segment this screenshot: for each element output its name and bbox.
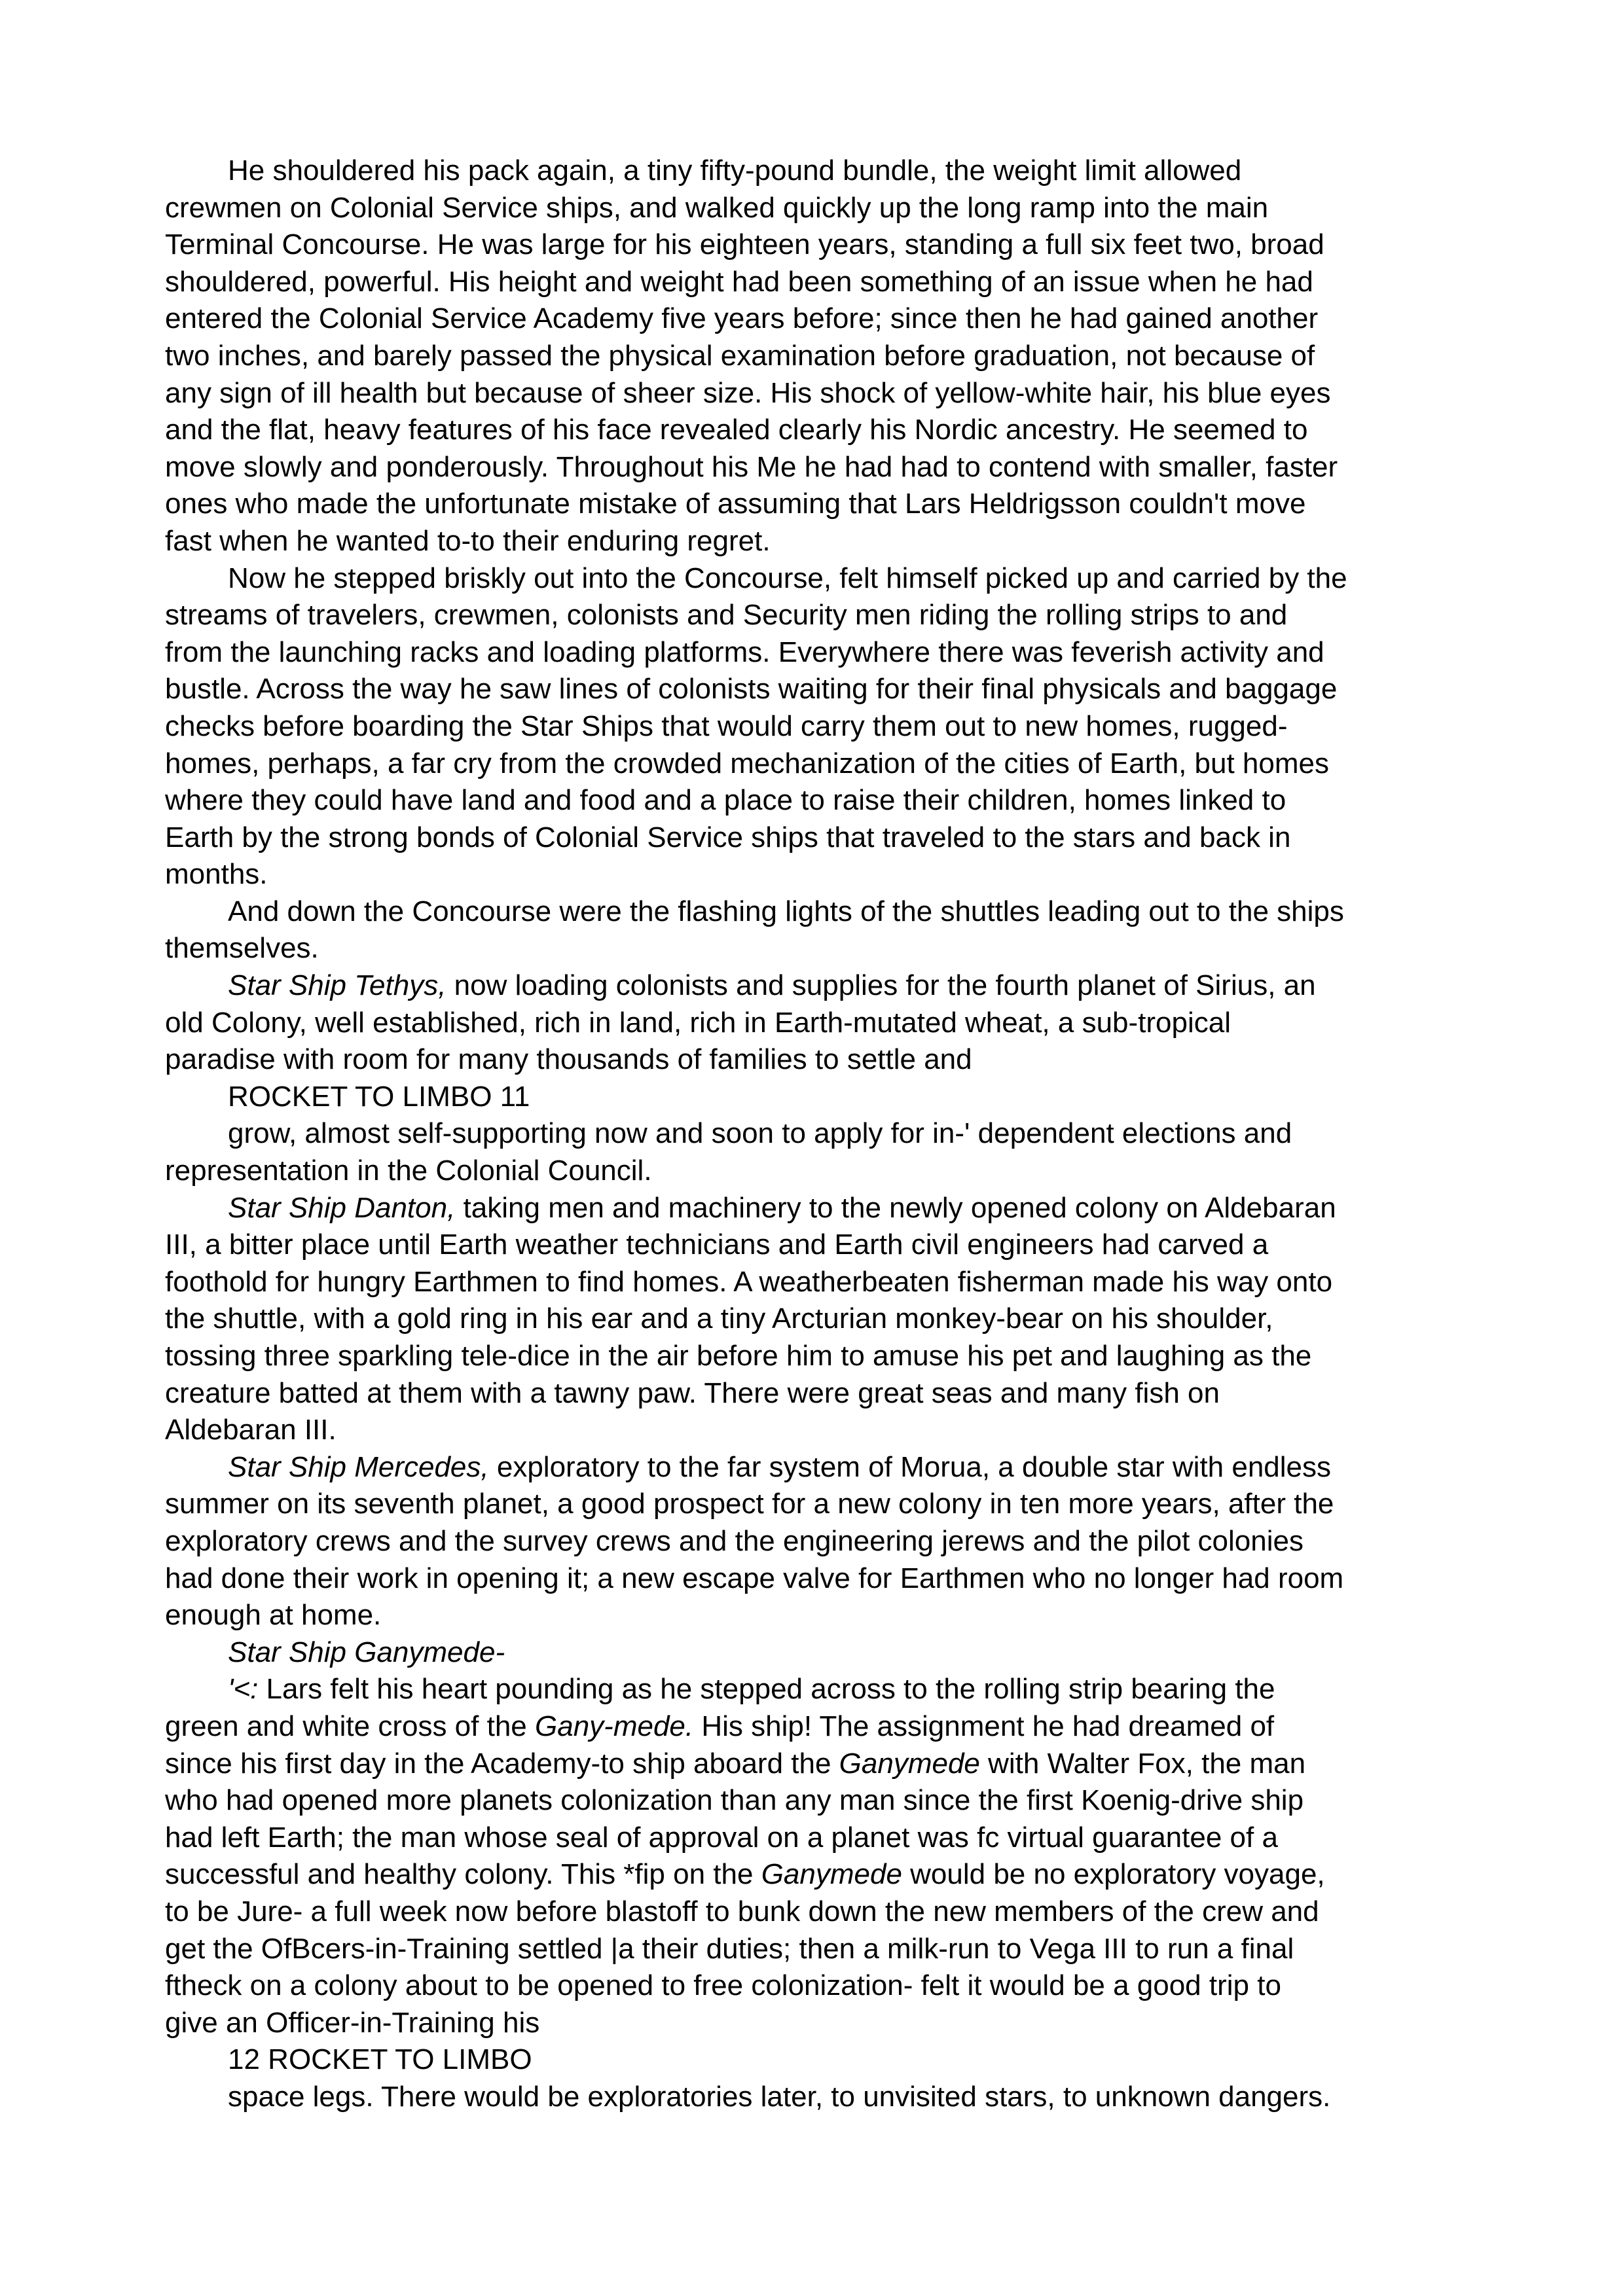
text-line [165,597,1527,634]
text-segment: where they could have land and food and a place to raise their children, homes linked to [165,784,1286,817]
text-segment: months. [165,858,268,891]
text-line [165,1486,1527,1523]
text-line [165,1856,1527,1893]
text-segment: had left Earth; the man whose seal of approval on a planet was fc virtual guarantee of a [165,1821,1278,1854]
text-line [165,819,1527,857]
text-segment: space legs. There would be exploratories later, to unvisited stars, to unknown dangers. [228,2080,1331,2113]
italic-text-segment: Ganymede [839,1747,980,1780]
text-line [165,930,1527,967]
text-line [165,1782,1527,1820]
text-segment: old Colony, well established, rich in land, rich in Earth-mutated wheat, a sub-tropical [165,1006,1231,1039]
text-line [165,671,1527,708]
text-segment: and the flat, heavy features of his face revealed clearly his Nordic ancestry. He seemed to [165,414,1308,446]
page-text-block [165,152,1527,2115]
text-segment: ftheck on a colony about to be opened to free colonization- felt it would be a good trip to [165,1969,1281,2002]
text-line [165,1967,1527,2005]
text-line [165,300,1527,338]
text-segment: Earth by the strong bonds of Colonial Service ships that traveled to the stars and back in [165,821,1291,853]
text-segment: representation in the Colonial Council. [165,1155,652,1187]
text-segment: the shuttle, with a gold ring in his ear and a tiny Arcturian monkey-bear on his shoulder, [165,1302,1273,1335]
text-segment: streams of travelers, crewmen, colonists and Security men riding the rolling strips to and [165,599,1288,632]
text-line [165,486,1527,523]
text-line [165,2079,1527,2116]
text-line [165,708,1527,745]
text-segment: with Walter Fox, the man [979,1747,1306,1780]
text-segment: homes, perhaps, a far cry from the crowded mechanization of the cities of Earth, but homes [165,747,1329,780]
text-line [165,893,1527,931]
text-line [165,1300,1527,1338]
italic-text-segment: '<: [228,1673,259,1706]
text-segment: shouldered, powerful. His height and weight had been something of an issue when he had [165,265,1313,298]
text-segment: Aldebaran III. [165,1414,337,1446]
text-segment: successful and healthy colony. This *fip on the [165,1858,761,1891]
text-segment: checks before boarding the Star Ships that would carry them out to new homes, rugged- [165,709,1288,742]
text-segment: III, a bitter place until Earth weather technicians and Earth civil engineers had carved a [165,1229,1269,1261]
running-head-line [165,2041,1527,2079]
text-line [165,264,1527,301]
text-line [165,1227,1527,1264]
text-segment: Lars felt his heart pounding as he stepped across to the rolling strip bearing the [258,1673,1275,1706]
italic-text-segment: Gany-mede. [535,1710,694,1742]
text-segment: summer on its seventh planet, a good prospect for a new colony in ten more years, after the [165,1488,1334,1520]
text-segment: green and white cross of the [165,1710,535,1742]
italic-text-segment: Star Ship Tethys, [228,969,447,1002]
text-line [165,1931,1527,1968]
italic-text-segment: Star Ship Mercedes, [228,1450,489,1483]
text-segment: exploratory crews and the survey crews and the engineering jerews and the pilot colonies [165,1524,1304,1557]
text-segment: two inches, and barely passed the physical examination before graduation, not because of [165,339,1315,372]
text-line [165,523,1527,560]
text-segment: He shouldered his pack again, a tiny fifty-pound bundle, the weight limit allowed [228,154,1242,187]
text-line [165,1005,1527,1042]
text-line [165,1820,1527,1857]
text-segment: crewmen on Colonial Service ships, and walked quickly up the long ramp into the main [165,191,1269,224]
text-line [165,856,1527,893]
text-segment: taking men and machinery to the newly opened colony on Aldebaran [455,1191,1336,1224]
text-line [165,2005,1527,2042]
text-line [165,1338,1527,1375]
text-segment: bustle. Across the way he saw lines of colonists waiting for their final physicals and baggage [165,673,1338,706]
text-line [165,1115,1527,1153]
text-line [165,152,1527,190]
text-line [165,1708,1527,1746]
text-segment: fast when he wanted to-to their enduring regret. [165,524,771,557]
text-line [165,1375,1527,1412]
text-line [165,1671,1527,1708]
text-segment: ROCKET TO LIMBO 11 [228,1080,530,1113]
text-segment: give an Officer-in-Training his [165,2006,540,2039]
text-segment: paradise with room for many thousands of families to settle and [165,1043,972,1076]
text-segment: to be Jure- a full week now before blastoff to bunk down the new members of the crew and [165,1895,1319,1928]
text-line [165,338,1527,375]
text-line [165,226,1527,264]
text-line [165,375,1527,412]
text-segment: Now he stepped briskly out into the Concourse, felt himself picked up and carried by the [228,562,1347,594]
text-line [165,782,1527,819]
text-segment: enough at home. [165,1599,382,1632]
text-line [165,560,1527,598]
text-line [165,1634,1527,1672]
text-segment: now loading colonists and supplies for the fourth planet of Sirius, an [446,969,1316,1002]
text-line [165,1893,1527,1931]
text-segment: exploratory to the far system of Morua, a double star with endless [488,1450,1332,1483]
text-line [165,412,1527,449]
text-segment: themselves. [165,932,319,965]
text-segment: had done their work in opening it; a new escape valve for Earthmen who no longer had room [165,1562,1344,1594]
text-line [165,1597,1527,1634]
text-segment: get the OfBcers-in-Training settled |a their duties; then a milk-run to Vega III to run a final [165,1932,1294,1965]
text-segment: Terminal Concourse. He was large for his eighteen years, standing a full six feet two, broad [165,228,1324,261]
text-segment: since his first day in the Academy-to ship aboard the [165,1747,839,1780]
text-line [165,1041,1527,1079]
text-segment: tossing three sparkling tele-dice in the air before him to amuse his pet and laughing as the [165,1340,1312,1372]
text-line [165,1746,1527,1783]
text-line [165,1412,1527,1449]
text-line [165,967,1527,1005]
text-line [165,634,1527,672]
text-segment: ones who made the unfortunate mistake of assuming that Lars Heldrigsson couldn't move [165,488,1306,520]
text-segment: would be no exploratory voyage, [902,1858,1325,1891]
text-segment: grow, almost self-supporting now and soon to apply for in-' dependent elections and [228,1117,1292,1150]
text-segment: any sign of ill health but because of sheer size. His shock of yellow-white hair, his blue eyes [165,376,1331,409]
text-segment: 12 ROCKET TO LIMBO [228,2043,532,2076]
text-segment: move slowly and ponderously. Throughout his Me he had had to contend with smaller, faster [165,450,1338,483]
italic-text-segment: Ganymede [761,1858,902,1891]
text-line [165,1523,1527,1560]
text-line [165,745,1527,783]
text-line [165,1264,1527,1301]
text-line [165,1560,1527,1598]
running-head-line [165,1079,1527,1116]
text-segment: who had opened more planets colonization than any man since the first Koenig-drive ship [165,1784,1304,1817]
text-line [165,1153,1527,1190]
text-segment: His ship! The assignment he had dreamed of [693,1710,1275,1742]
text-segment: And down the Concourse were the flashing lights of the shuttles leading out to the ships [228,895,1344,927]
text-line [165,1449,1527,1486]
text-segment: creature batted at them with a tawny paw. There were great seas and many fish on [165,1376,1220,1409]
text-line [165,190,1527,227]
text-segment: entered the Colonial Service Academy five years before; since then he had gained another [165,302,1319,335]
italic-text-segment: Star Ship Ganymede- [228,1636,505,1668]
text-line [165,449,1527,486]
text-segment: from the launching racks and loading platforms. Everywhere there was feverish activity and [165,636,1324,668]
text-line [165,1190,1527,1227]
text-segment: foothold for hungry Earthmen to find homes. A weatherbeaten fisherman made his way onto [165,1265,1333,1298]
italic-text-segment: Star Ship Danton, [228,1191,456,1224]
